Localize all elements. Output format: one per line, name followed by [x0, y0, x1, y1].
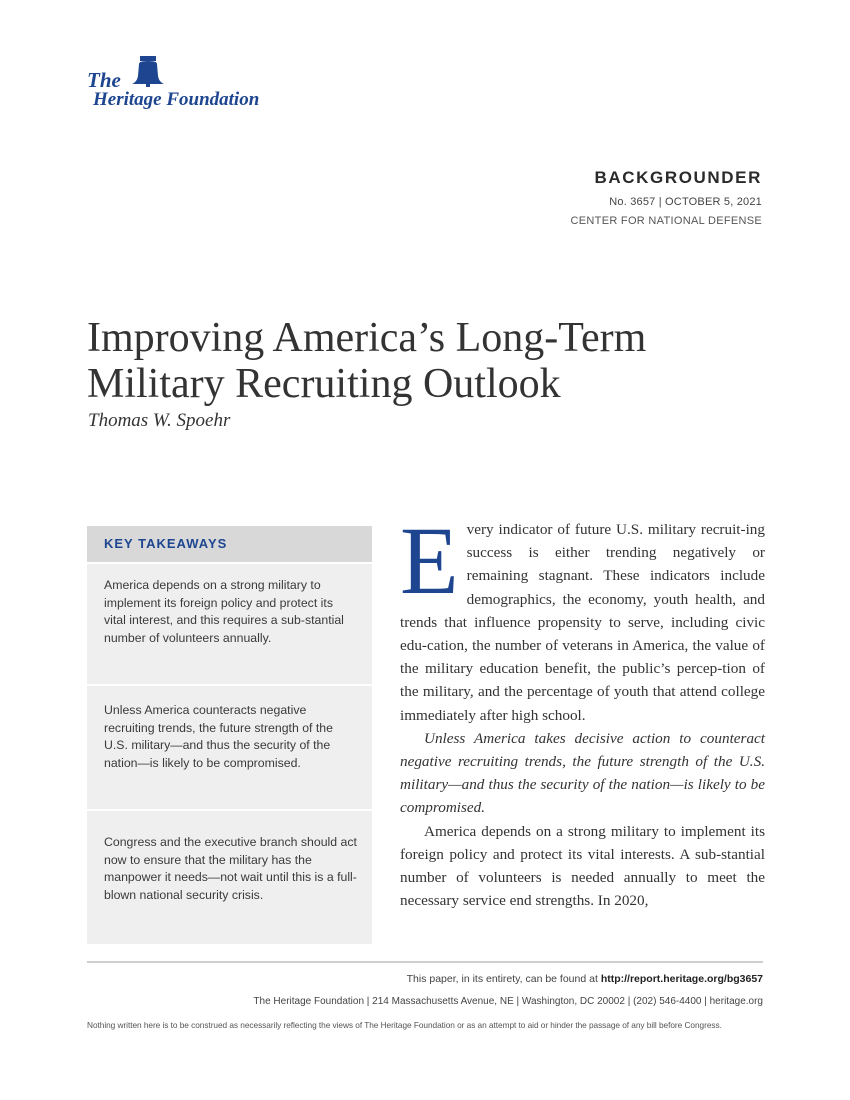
series-title: BACKGROUNDER: [594, 168, 762, 187]
key-takeaways: [87, 526, 372, 944]
footer-paper-prefix: This paper, in its entirety, can be found at: [406, 973, 598, 985]
footer-divider: [87, 961, 763, 963]
logo-name: Heritage Foundation: [93, 89, 260, 110]
footer-address: The Heritage Foundation | 214 Massachusetts Avenue, NE | Washington, DC 20002 | (202) 546-4400 | heritage.org: [253, 996, 763, 1007]
logo-the: The: [87, 68, 121, 92]
body-paragraph-2: Unless America takes decisive action to counteract negative recruiting trends, the future strength of the U.S. military—and thus the security of the nation—is likely to be compromised.: [400, 729, 765, 817]
document-header: [571, 168, 762, 227]
author: Thomas W. Spoehr: [88, 410, 231, 431]
heritage-logo: [87, 56, 307, 116]
takeaway-item: Congress and the executive branch should act now to ensure that the military has the manpower it needs—not wait until this is a full-blown national security crisis.: [87, 811, 372, 944]
center-name: CENTER FOR NATIONAL DEFENSE: [570, 215, 762, 227]
body-text: [400, 507, 765, 912]
title-line-1: Improving America’s Long-Term: [87, 315, 647, 361]
footer-disclaimer: Nothing written here is to be construed as necessarily reflecting the views of The Heritage Foundation or as an attempt to aid or hinder the passage of any bill before Congress.: [87, 1020, 722, 1030]
title-line-2: Military Recruiting Outlook: [87, 361, 561, 407]
liberty-bell-icon: [129, 56, 167, 88]
issue-meta: No. 3657 | OCTOBER 5, 2021: [609, 196, 762, 208]
footer-paper-link: [407, 973, 763, 985]
takeaway-item: America depends on a strong military to implement its foreign policy and protect its vital interest, and this requires a sub-stantial number of volunteers annually.: [87, 564, 372, 684]
key-takeaways-heading: KEY TAKEAWAYS: [87, 526, 372, 562]
drop-cap: E: [400, 507, 459, 614]
report-url-link[interactable]: http://report.heritage.org/bg3657: [600, 973, 763, 985]
page-title: [87, 315, 787, 407]
body-paragraph-3: America depends on a strong military to implement its foreign policy and protect its vital interests. A sub-stantial number of volunteers is needed annually to meet the necessary service end strengths. In 2020,: [400, 822, 765, 910]
body-paragraph-1: very indicator of future U.S. military recruit-ing success is either trending negatively or remaining stagnant. These indicators include demographics, the economy, youth health, and trends that influence propensity to serve, including civic edu-cation, the number of veterans in America, the value of the military education benefit, the public’s percep-tion of the military, and the percentage of youth that attend college immediately after high school.: [400, 521, 765, 724]
takeaway-item: Unless America counteracts negative recruiting trends, the future strength of the U.S. military—and thus the security of the nation—is likely to be compromised.: [87, 686, 372, 809]
